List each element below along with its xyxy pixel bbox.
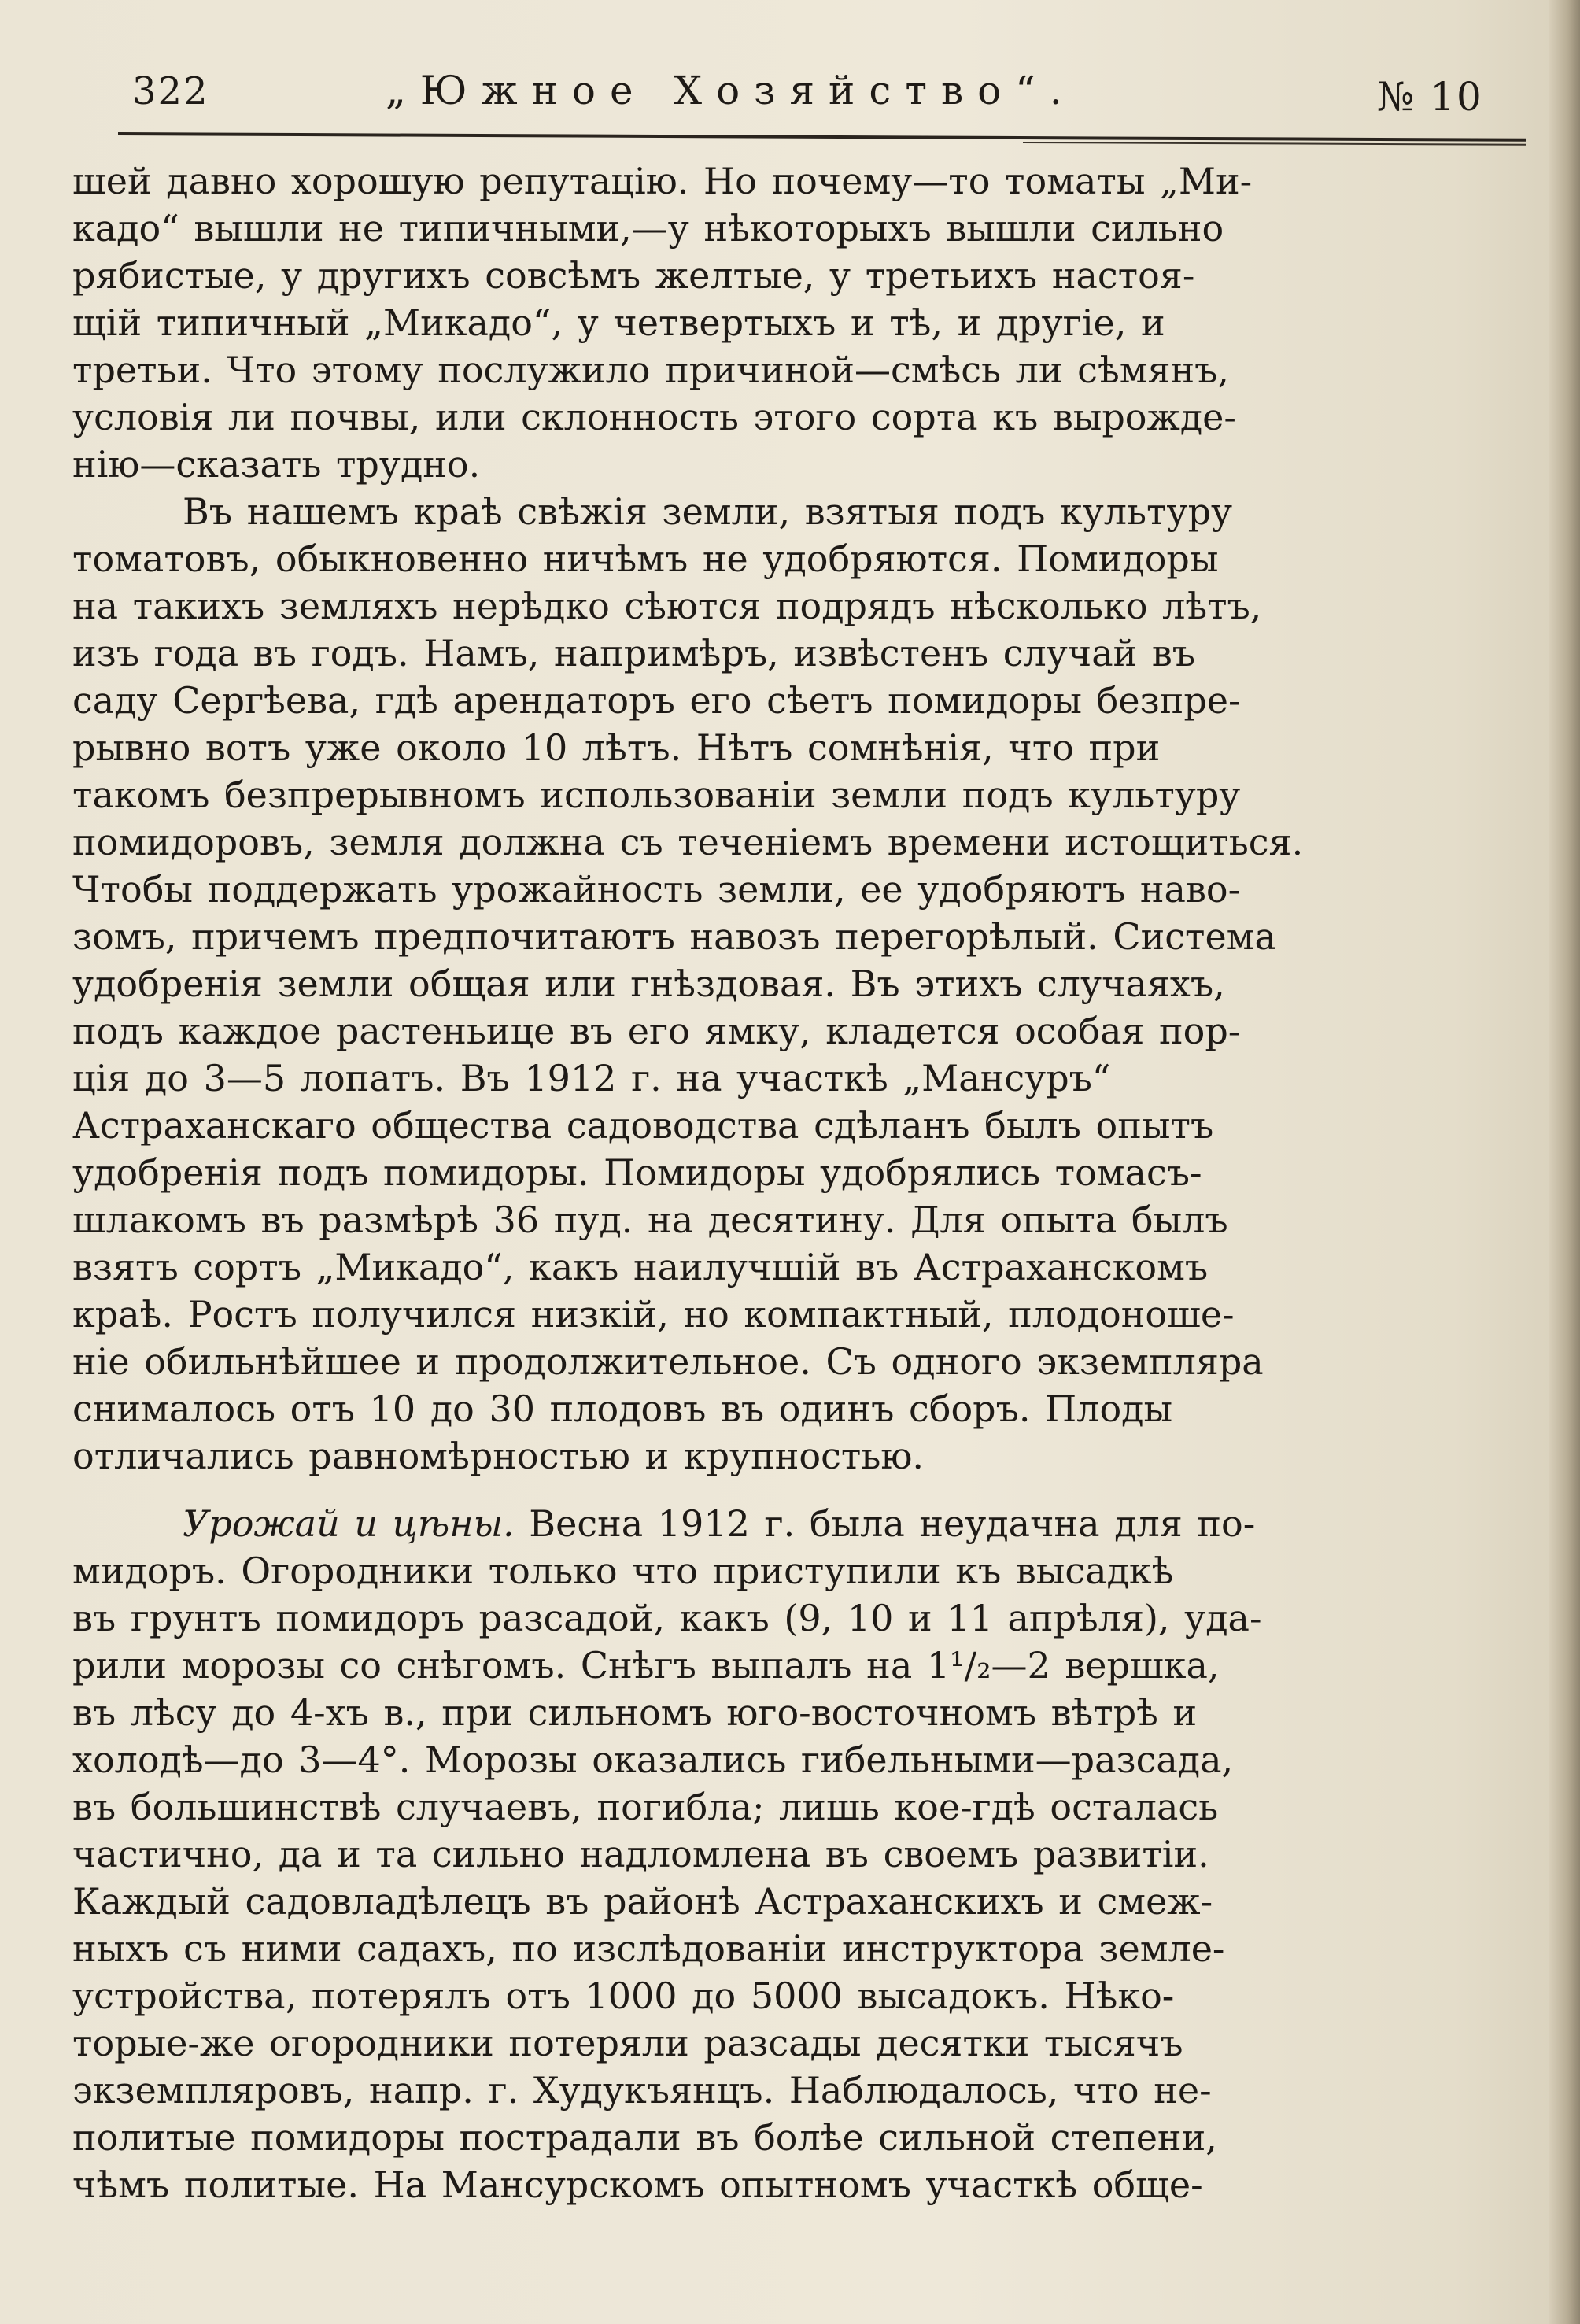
text-line: краѣ. Ростъ получился низкій, но компактный, плодоноше-	[72, 1293, 1235, 1336]
text-line: экземпляровъ, напр. г. Худукъянцъ. Наблюдалось, что не-	[72, 2069, 1212, 2112]
text-line: ныхъ съ ними садахъ, по изслѣдованіи инструктора земле-	[72, 1927, 1225, 1970]
text-line: шей давно хорошую репутацію. Но почему—то томаты „Ми-	[72, 160, 1253, 202]
running-header	[110, 65, 1511, 120]
text-line: чѣмъ политые. На Мансурскомъ опытномъ участкѣ обще-	[72, 2163, 1203, 2206]
text-line	[72, 1500, 1536, 1547]
header-rule-secondary	[1023, 142, 1526, 146]
text-line: рили морозы со снѣгомъ. Снѣгъ выпалъ на 1¹/₂—2 вершка,	[72, 1644, 1220, 1687]
text-line: частично, да и та сильно надломлена въ своемъ развитіи.	[72, 1833, 1209, 1875]
text-run: Весна 1912 г. была неудачна для по-	[514, 1502, 1256, 1545]
text-line: въ грунтъ помидоръ разсадой, какъ (9, 10 и 11 апрѣля), уда-	[72, 1597, 1262, 1639]
text-line: удобренія земли общая или гнѣздовая. Въ этихъ случаяхъ,	[72, 962, 1225, 1005]
text-line: удобренія подъ помидоры. Помидоры удобрялись томасъ-	[72, 1151, 1202, 1194]
text-line: шлакомъ въ размѣрѣ 36 пуд. на десятину. Для опыта былъ	[72, 1199, 1228, 1241]
text-line: третьи. Что этому послужило причиной—смѣсь ли сѣмянъ,	[72, 349, 1230, 391]
text-line: условія ли почвы, или склонность этого сорта къ вырожде-	[72, 396, 1236, 438]
page-binding-edge	[1549, 0, 1580, 2324]
header-rule	[118, 132, 1526, 142]
text-line: ція до 3—5 лопатъ. Въ 1912 г. на участкѣ „Мансуръ“	[72, 1057, 1111, 1099]
text-line: на такихъ земляхъ нерѣдко сѣются подрядъ нѣсколько лѣтъ,	[72, 585, 1262, 627]
text-line: Чтобы поддержать урожайность земли, ее удобряютъ наво-	[72, 868, 1241, 911]
section-run-in-heading: Урожай и цѣны.	[183, 1502, 515, 1545]
paragraph-1	[72, 157, 1536, 488]
text-line: устройства, потерялъ отъ 1000 до 5000 высадокъ. Нѣко-	[72, 1975, 1175, 2017]
text-line: кадо“ вышли не типичными,—у нѣкоторыхъ вышли сильно	[72, 207, 1224, 249]
text-line: подъ каждое растеньице въ его ямку, кладется особая пор-	[72, 1010, 1241, 1052]
text-line: нію—сказать трудно.	[72, 443, 481, 486]
text-line: томатовъ, обыкновенно ничѣмъ не удобряются. Помидоры	[72, 538, 1219, 580]
text-line: Въ нашемъ краѣ свѣжія земли, взятыя подъ культуру	[183, 490, 1233, 533]
text-line: мидоръ. Огородники только что приступили къ высадкѣ	[72, 1550, 1174, 1592]
text-line: рывно вотъ уже около 10 лѣтъ. Нѣтъ сомнѣнія, что при	[72, 726, 1161, 769]
text-line: помидоровъ, земля должна съ теченіемъ времени истощиться.	[72, 821, 1304, 863]
text-line: снималось отъ 10 до 30 плодовъ въ одинъ сборъ. Плоды	[72, 1387, 1173, 1430]
text-line: щій типичный „Микадо“, у четвертыхъ и тѣ, и другіе, и	[72, 301, 1165, 344]
text-line: такомъ безпрерывномъ использованіи земли подъ культуру	[72, 774, 1241, 816]
text-line: торые-же огородники потеряли разсады десятки тысячъ	[72, 2022, 1183, 2064]
journal-title: „Южное Хозяйство“.	[386, 68, 1076, 113]
text-line: Каждый садовладѣлецъ въ районѣ Астраханскихъ и смеж-	[72, 1880, 1213, 1923]
text-line: саду Сергѣева, гдѣ арендаторъ его сѣетъ помидоры безпре-	[72, 679, 1241, 722]
text-line: отличались равномѣрностью и крупностью.	[72, 1435, 925, 1477]
text-line: Астраханскаго общества садоводства сдѣланъ былъ опытъ	[72, 1104, 1214, 1147]
text-line: въ лѣсу до 4-хъ в., при сильномъ юго-восточномъ вѣтрѣ и	[72, 1691, 1198, 1734]
text-line: политые помидоры пострадали въ болѣе сильной степени,	[72, 2116, 1217, 2159]
issue-number: № 10	[1377, 74, 1483, 120]
text-line: изъ года въ годъ. Намъ, напримѣръ, извѣстенъ случай въ	[72, 632, 1196, 674]
paragraph-3	[72, 1500, 1536, 2208]
text-line: холодѣ—до 3—4°. Морозы оказались гибельными—разсада,	[72, 1738, 1234, 1781]
page-number: 322	[132, 69, 209, 113]
text-line: въ большинствѣ случаевъ, погибла; лишь кое-гдѣ осталась	[72, 1786, 1219, 1828]
text-line: рябистые, у другихъ совсѣмъ желтые, у третьихъ настоя-	[72, 254, 1195, 297]
text-line: взятъ сортъ „Микадо“, какъ наилучшій въ Астраханскомъ	[72, 1246, 1209, 1288]
text-line: ніе обильнѣйшее и продолжительное. Съ одного экземпляра	[72, 1340, 1264, 1383]
text-line: зомъ, причемъ предпочитаютъ навозъ перегорѣлый. Система	[72, 915, 1276, 958]
article-body	[72, 157, 1536, 2208]
paragraph-2	[72, 488, 1536, 1480]
